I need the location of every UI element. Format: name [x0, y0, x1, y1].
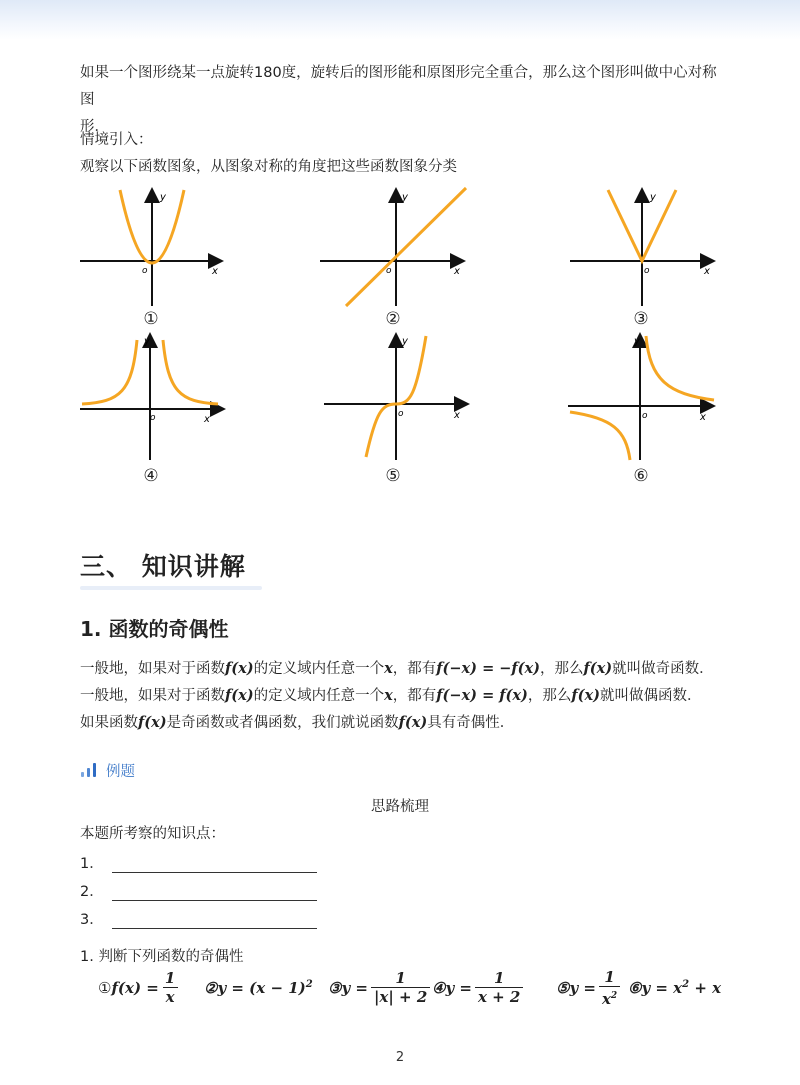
- section-underline: [80, 586, 262, 590]
- exponent: 2: [305, 978, 313, 990]
- denominator: |x| + 2: [371, 987, 430, 1006]
- formula-tail: + x: [689, 979, 722, 997]
- math-fx: f(x): [583, 660, 613, 677]
- numerator: 1: [164, 969, 176, 987]
- observe-text: 观察以下函数图象，从图象对称的角度把这些函数图象分类: [80, 159, 457, 175]
- y-axis-label: y: [650, 192, 656, 203]
- formula-3: [328, 968, 433, 1008]
- formula-5: [556, 968, 623, 1008]
- x-axis-label: x: [454, 410, 460, 421]
- graph-1-parabola: [80, 186, 230, 310]
- graph-3-label: ③: [633, 309, 649, 329]
- denominator: x + 2: [475, 987, 523, 1006]
- y-axis-label: y: [402, 336, 408, 347]
- odd-function-definition: [80, 658, 714, 680]
- math-fx: f(x): [398, 714, 428, 731]
- formula-body: ⑥y = x: [628, 979, 683, 997]
- origin-label: o: [642, 411, 648, 421]
- fraction: [599, 969, 620, 1008]
- math-fx: f(x): [225, 687, 254, 704]
- math-x: x: [384, 687, 393, 704]
- formula-lhs: f(x) =: [111, 979, 159, 997]
- text-fragment: ，都有: [392, 661, 437, 677]
- formula-6: [628, 968, 721, 1008]
- graph-2-line: [320, 186, 470, 310]
- fraction: [475, 970, 523, 1006]
- intro-line-1: 如果一个图形绕某一点旋转180度，旋转后的图形能和原图形完全重合，那么这个图形叫做中心对称图: [80, 65, 717, 108]
- text-fragment: 一般地，如果对于函数: [80, 661, 225, 677]
- subsection-title: 1. 函数的奇偶性: [80, 617, 229, 641]
- formula-1: [98, 968, 181, 1008]
- numerator: 1: [493, 969, 505, 987]
- origin-label: o: [386, 266, 392, 276]
- y-axis-label: y: [402, 192, 408, 203]
- denominator: [599, 986, 620, 1008]
- parity-definition: [80, 712, 514, 734]
- math-fx: f(x): [571, 687, 600, 704]
- graph-6-label: ⑥: [633, 466, 649, 486]
- intro-paragraph: [80, 60, 720, 141]
- formula-number: ①: [98, 979, 112, 997]
- graph-1-label: ①: [143, 309, 159, 329]
- math-even-equation: f(−x) = f(x): [436, 687, 528, 704]
- formula-lhs: ⑤y =: [556, 979, 596, 997]
- x-axis-label: x: [454, 266, 460, 277]
- math-odd-equation: f(−x) = −f(x): [436, 660, 541, 677]
- formula-2: [204, 968, 313, 1008]
- formula-body: ②y = (x − 1): [204, 979, 306, 997]
- x-axis-label: x: [704, 266, 710, 277]
- numerator: 1: [395, 969, 406, 987]
- math-fx: f(x): [138, 714, 167, 731]
- math-fx: f(x): [225, 660, 254, 677]
- idea-title: 思路梳理: [371, 799, 429, 815]
- graph-5-cubic: [324, 332, 474, 462]
- denominator-base: x: [601, 989, 611, 1008]
- math-x: x: [384, 660, 393, 677]
- blank-underline[interactable]: [112, 884, 317, 901]
- origin-label: o: [142, 266, 148, 276]
- graph-3-absolute: [570, 186, 720, 310]
- origin-label: o: [150, 413, 156, 423]
- text-fragment: 一般地，如果对于函数: [80, 688, 225, 704]
- fraction: [371, 970, 430, 1006]
- graph-4-label: ④: [143, 466, 159, 486]
- y-axis-label: y: [160, 192, 166, 203]
- blank-underline[interactable]: [112, 856, 317, 873]
- text-fragment: ，那么: [540, 661, 584, 677]
- blank-number: 2．: [80, 884, 104, 900]
- bar-chart-icon: [80, 762, 98, 778]
- text-fragment: 就叫做奇函数．: [612, 661, 714, 677]
- even-function-definition: [80, 685, 701, 707]
- question-text: 1. 判断下列函数的奇偶性: [80, 949, 244, 965]
- y-axis-label: y: [144, 336, 150, 347]
- x-axis-label: x: [700, 412, 706, 423]
- intro-line-2: 形．: [80, 119, 109, 135]
- blank-line-1[interactable]: [80, 852, 317, 873]
- origin-label: o: [398, 409, 404, 419]
- formula-4: [432, 968, 526, 1008]
- origin-label: o: [644, 266, 650, 276]
- text-fragment: 就叫做偶函数．: [599, 688, 702, 704]
- blank-number: 1．: [80, 856, 104, 872]
- text-fragment: 如果函数: [80, 715, 138, 731]
- exponent: 2: [610, 990, 618, 1001]
- graph-5-label: ⑤: [385, 466, 401, 486]
- formula-lhs: ③y =: [328, 979, 368, 997]
- example-header: [80, 760, 135, 780]
- text-fragment: 的定义域内任意一个: [253, 688, 385, 704]
- fraction: [162, 970, 178, 1006]
- knowledge-points-label: 本题所考察的知识点：: [80, 826, 225, 842]
- graph-2-label: ②: [385, 309, 401, 329]
- graph-4-inverse-square: [80, 332, 230, 462]
- y-axis-label: y: [634, 336, 640, 347]
- text-fragment: 具有奇偶性．: [427, 715, 515, 731]
- text-fragment: 是奇函数或者偶函数，我们就说函数: [166, 715, 399, 731]
- x-axis-label: x: [204, 414, 210, 425]
- numerator: 1: [604, 967, 615, 986]
- text-fragment: 的定义域内任意一个: [253, 661, 385, 677]
- formula-lhs: ④y =: [432, 979, 472, 997]
- denominator: x: [163, 987, 178, 1006]
- blank-line-2[interactable]: [80, 880, 317, 901]
- x-axis-label: x: [212, 266, 218, 277]
- blank-underline[interactable]: [112, 912, 317, 929]
- blank-line-3[interactable]: [80, 908, 317, 929]
- section-title: 三、 知识讲解: [80, 552, 246, 581]
- text-fragment: ，那么: [527, 688, 572, 704]
- blank-number: 3．: [80, 912, 104, 928]
- top-banner: [0, 0, 800, 40]
- graph-6-reciprocal: [568, 332, 720, 462]
- exponent: 2: [682, 978, 690, 990]
- page-number: 2: [395, 1050, 405, 1065]
- example-label: 例题: [106, 763, 135, 780]
- situation-label: 情境引入：: [80, 132, 153, 148]
- text-fragment: ，都有: [392, 688, 437, 704]
